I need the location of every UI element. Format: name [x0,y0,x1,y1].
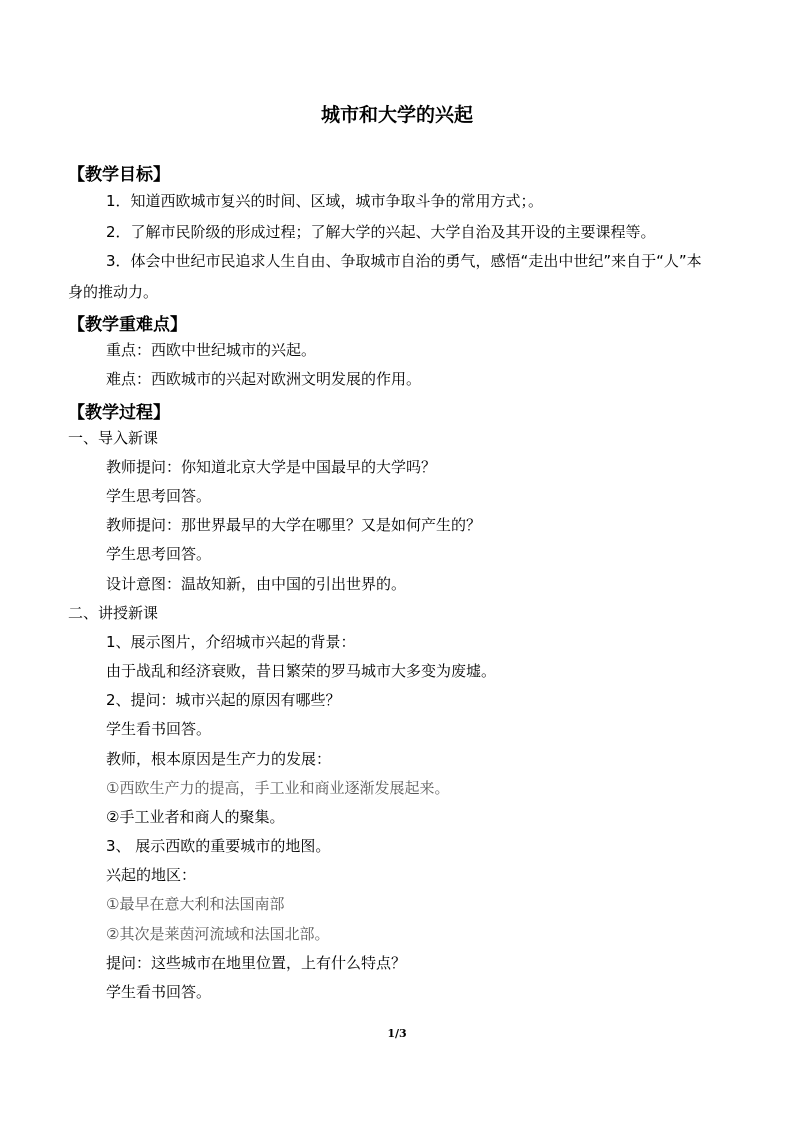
part2-line: ①西欧生产力的提高，手工业和商业逐渐发展起来。 [106,779,450,797]
page-title: 城市和大学的兴起 [320,104,473,126]
part2-line: ②其次是莱茵河流域和法国北部。 [106,925,330,943]
part2-line: 兴起的地区： [106,866,197,884]
process-heading: 【教学过程】 [68,403,170,423]
part2-line: 学生看书回答。 [106,720,212,738]
part1-line: 设计意图：温故知新，由中国的引出世界的。 [106,575,407,593]
key-point-item: 重点：西欧中世纪城市的兴起。 [106,341,317,359]
part2-line: 2、提问：城市兴起的原因有哪些？ [106,691,341,709]
part2-line: 由于战乱和经济衰败，昔日繁荣的罗马城市大多变为废墟。 [106,662,497,680]
part1-line: 教师提问：那世界最早的大学在哪里？又是如何产生的？ [106,516,482,534]
part2-line: 1、展示图片，介绍城市兴起的背景： [106,633,356,651]
goal-item: 1．知道西欧城市复兴的时间、区域，城市争取斗争的常用方式；。 [106,192,544,210]
goal-item: 2．了解市民阶级的形成过程；了解大学的兴起、大学自治及其开设的主要课程等。 [106,223,656,241]
part1-line: 学生思考回答。 [106,545,212,563]
goal-item: 3．体会中世纪市民追求人生自由、争取城市自治的勇气，感悟“走出中世纪”来自于“人”本身的推动力。 [68,252,702,301]
goals-heading: 【教学目标】 [68,165,170,185]
part2-line: ②手工业者和商人的聚集。 [106,808,285,826]
part2-line: 教师，根本原因是生产力的发展： [106,750,332,768]
key-point-item: 难点：西欧城市的兴起对欧洲文明发展的作用。 [106,370,422,388]
part2-line: ①最早在意大利和法国南部 [106,895,285,913]
part1-line: 教师提问：你知道北京大学是中国最早的大学吗？ [106,458,437,476]
part1-line: 学生思考回答。 [106,487,212,505]
part1-title: 一、导入新课 [68,429,159,447]
page-number: 1/3 [387,1027,407,1040]
key-points-heading: 【教学重难点】 [68,315,187,335]
part2-line: 3、 展示西欧的重要城市的地图。 [106,837,331,855]
part2-title: 二、讲授新课 [68,604,159,622]
part2-line: 提问：这些城市在地里位置，上有什么特点？ [106,954,407,972]
part2-line: 学生看书回答。 [106,983,212,1001]
